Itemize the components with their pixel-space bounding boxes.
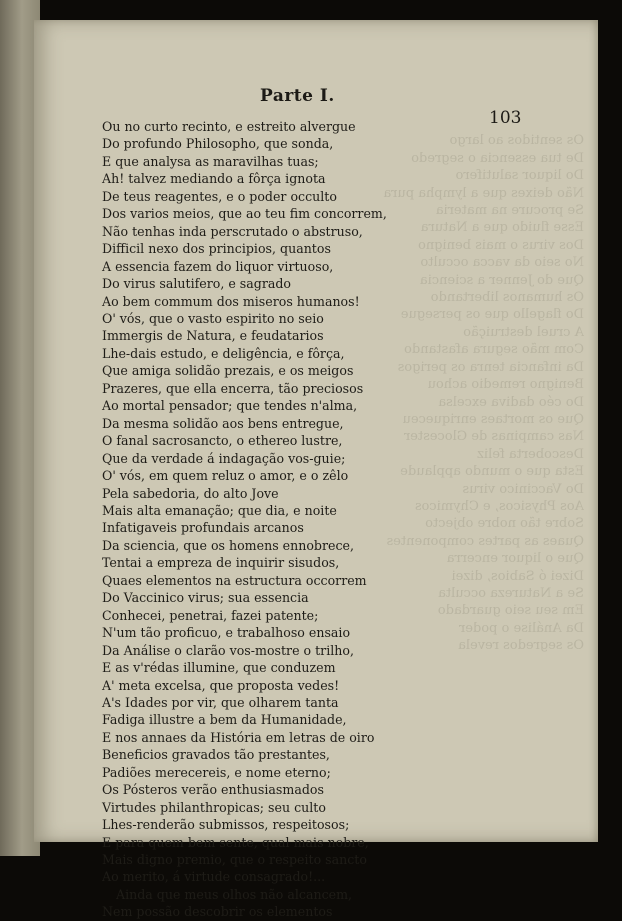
verse-line: O' vós, que o vasto espirito no seio	[102, 310, 324, 326]
verse-line: E para quem bem sente, qual mais nobre,	[102, 834, 369, 850]
verse-line: A's Idades por vir, que olharem tanta	[102, 694, 339, 710]
verse-line: Da mesma solidão aos bens entregue,	[102, 415, 344, 431]
verse-line: Fadiga illustre a bem da Humanidade,	[102, 712, 347, 728]
verse-line: Dos varios meios, que ao teu fim concorrem,	[102, 206, 387, 222]
verse-line: Lhe-dais estudo, e deligência, e fôrça,	[102, 345, 345, 361]
verse-line: Quaes elementos na estructura occorrem	[102, 572, 367, 588]
verse-line: Que amiga solidão prezais, e os meigos	[102, 363, 354, 379]
verse-line: Padiões merecereis, e nome eterno;	[102, 764, 331, 780]
verse-line: O fanal sacrosancto, o ethereo lustre,	[102, 433, 343, 449]
verse-line: Que da verdade á indagação vos-guie;	[102, 450, 346, 466]
verse-line: E que analysa as maravilhas tuas;	[102, 153, 319, 169]
verse-line: Nem possão descobrir os elementos	[102, 904, 333, 920]
verse-line: Ao mortal pensador; que tendes n'alma,	[102, 398, 358, 414]
verse-line: De teus reagentes, e o poder occulto	[102, 188, 337, 204]
running-head: Parte I.	[260, 86, 335, 106]
verse-line: Prazeres, que ella encerra, tão preciosos	[102, 380, 364, 396]
verse-line: Mais digno premio, que o respeito sancto	[102, 852, 367, 868]
verse-line: Beneficios gravados tão prestantes,	[102, 747, 330, 763]
verse-line: E as v'rédas illumine, que conduzem	[102, 660, 336, 676]
page-number: 103	[489, 108, 522, 128]
verse-line: O' vós, em quem reluz o amor, e o zêlo	[102, 468, 349, 484]
verse-line: Virtudes philanthropicas; seu culto	[102, 799, 326, 815]
verse-line: Os Pósteros verão enthusiasmados	[102, 782, 324, 798]
verse-text	[102, 118, 402, 921]
verse-line: Da Análise o clarão vos-mostre o trilho,	[102, 642, 354, 658]
verse-line: A' meta excelsa, que proposta vedes!	[102, 677, 340, 693]
verse-line: Do profundo Philosopho, que sonda,	[102, 136, 334, 152]
verse-line: Do virus salutifero, e sagrado	[102, 276, 292, 292]
verse-line: E nos annaes da História em letras de oiro	[102, 729, 375, 745]
verse-line: Tentai a empreza de inquirir sisudos,	[102, 555, 340, 571]
show-through-text: Os sentidos ao largo De tua essencia o segredo Do liquor salutifero Não deixes que a lympha pura Se procure na materia Esse fluido que a Natura Dos virus o mais benigno No seio da vacca occulto Que do Jenner a sciencia Os humanos libertando Do flagello que os persegue A cruel destruição Com mão segura afastando Da infancia tenra os perigos Benigno remedio achou Do céo dadiva excelsa Que os mortaes enriqueceu Nas campinas de Glocester Descoberta feliz Esta que o mundo applaude Do Vaccinico virus Aos Physicos, e Chymicos Sobre tão nobre objecto Quaes as partes componentes Que o liquor encerra Dizei ó Sabios, dizei Se a Natureza occulta Em seu seio guardado Da Análise o poder Os segredos revela	[383, 133, 584, 654]
verse-line: A essencia fazem do liquor virtuoso,	[102, 258, 334, 274]
verse-line: Da sciencia, que os homens ennobrece,	[102, 537, 354, 553]
book-page	[34, 20, 598, 920]
verse-line: Immergis de Natura, e feudatarios	[102, 328, 324, 344]
verse-line: Infatigaveis profundais arcanos	[102, 520, 304, 536]
verse-line: Conhecei, penetrai, fazei patente;	[102, 607, 319, 623]
verse-line: Não tenhas inda perscrutado o abstruso,	[102, 223, 363, 239]
verse-line: Ou no curto recinto, e estreito alvergue	[102, 119, 356, 134]
verse-line: Ao merito, á virtude consagrado!...	[102, 869, 326, 885]
verse-line: N'um tão proficuo, e trabalhoso ensaio	[102, 625, 351, 641]
verse-line: Lhes-renderão submissos, respeitosos;	[102, 817, 350, 833]
verse-line: Ainda que meus olhos não alcancem,	[116, 886, 353, 902]
verse-line: Pela sabedoria, do alto Jove	[102, 485, 279, 501]
verse-line: Difficil nexo dos principios, quantos	[102, 241, 331, 257]
verse-line: Ah! talvez mediando a fôrça ignota	[102, 171, 326, 187]
verse-line: Do Vaccinico virus; sua essencia	[102, 590, 309, 606]
verse-line: Ao bem commum dos miseros humanos!	[102, 293, 360, 309]
verse-line: Mais alta emanação; que dia, e noite	[102, 502, 337, 518]
